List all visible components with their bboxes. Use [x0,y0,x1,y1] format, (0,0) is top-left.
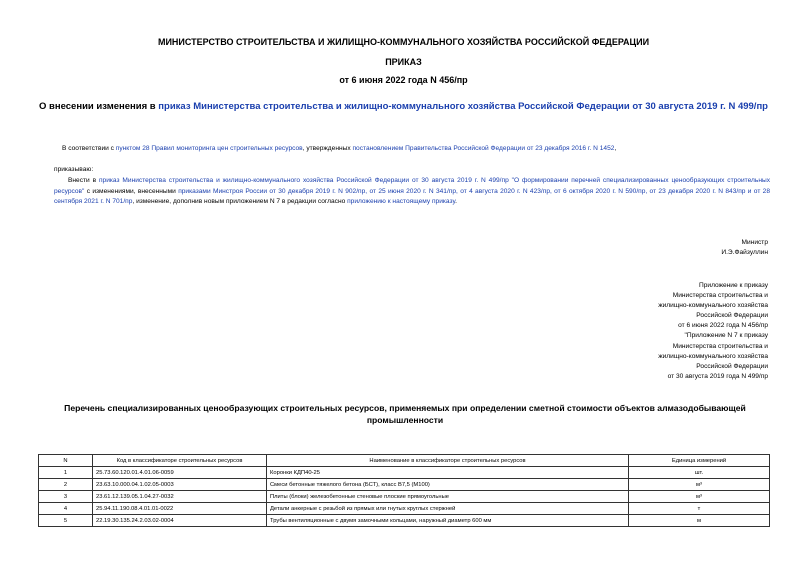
appendix-line: жилищно-коммунального хозяйства [658,352,768,360]
body-paragraph [54,176,770,208]
cell-unit: м³ [629,479,770,491]
order-subject [0,101,807,112]
cell-unit: шт. [629,467,770,479]
list-title: Перечень специализированных ценообразующих строительных ресурсов, применяемых при определении сметной стоимости объектов алмазодобывающей промышленности [64,403,746,425]
document-type: ПРИКАЗ [385,57,422,67]
signature-block [721,238,768,258]
body-text: , изменение, дополнив новым приложением N 7 в редакции согласно [132,198,348,205]
appendix-line: от 30 августа 2019 года N 499/пр [667,372,768,380]
table-row [39,515,770,527]
preamble-paragraph [62,144,762,155]
cell-unit: м [629,515,770,527]
table-header-row [39,455,770,467]
cell-name: Плиты (блоки) железобетонные стеновые плоские прямоугольные [267,491,629,503]
column-header-code: Код в классификаторе строительных ресурсов [93,455,267,467]
rules-link[interactable]: пунктом 28 Правил мониторинга цен строительных ресурсов [115,145,303,152]
cell-number: 3 [39,491,93,503]
column-header-name: Наименование в классификаторе строительных ресурсов [267,455,629,467]
cell-number: 4 [39,503,93,515]
preamble-text: , [614,145,617,152]
amending-orders-link[interactable]: приказами Минстроя России от 30 декабря 2019 г. N 902/пр, от 25 июня 2020 г. N 341/пр, от 4 августа 2020 г. N 423/пр, от 6 октября 2020 г. N 590/пр, от 23 декабря 2020 г. N 843/пр и от 28 сентября 2021 г. N 701/пр [54,187,770,205]
preamble-text: В соответствии с [62,145,116,152]
cell-name: Детали анкерные с резьбой из прямых или гнутых круглых стержней [267,503,629,515]
cell-code: 23.63.10.000.04.1.02.05-0003 [93,479,267,491]
ministry-heading: МИНИСТЕРСТВО СТРОИТЕЛЬСТВА И ЖИЛИЩНО-КОММУНАЛЬНОГО ХОЗЯЙСТВА РОССИЙСКОЙ ФЕДЕРАЦИИ [157,37,650,47]
appendix-link[interactable]: приложению к настоящему приказу [347,198,456,205]
appendix-line: "Приложение N 7 к приказу [684,332,768,340]
column-header-unit: Единица измерений [629,455,770,467]
cell-unit: т [629,503,770,515]
cell-code: 25.94.11.190.08.4.01.01-0022 [93,503,267,515]
cell-code: 23.61.12.139.05.1.04.27-0032 [93,491,267,503]
appendix-header [598,281,768,382]
cell-unit: м³ [629,491,770,503]
amended-order-link[interactable]: приказ Министерства строительства и жилищно-коммунального хозяйства Российской Федерации от 30 августа 2019 г. N 499/пр "О формировании перечней специализированных ценообразующих строительных ресурсов" [54,177,770,195]
appendix-line: Министерства строительства и [672,342,768,350]
cell-name: Трубы вентиляционные с двумя замочными кольцами, наружный диаметр 600 мм [267,515,629,527]
column-header-number: N [39,455,93,467]
cell-number: 2 [39,479,93,491]
signatory-name: И.Э.Файзуллин [721,249,768,256]
resources-table [38,454,770,527]
signatory-position: Министр [741,239,768,246]
cell-number: 5 [39,515,93,527]
appendix-line: Российской Федерации [696,362,768,370]
appendix-line: Приложение к приказу [698,282,768,289]
cell-code: 22.19.30.135.24.2.03.02-0004 [93,515,267,527]
cell-name: Коронки КДП40-25 [267,467,629,479]
table-row [39,467,770,479]
appendix-line: Министерства строительства и [672,292,768,300]
body-text: Внести в [68,177,99,184]
appendix-line: жилищно-коммунального хозяйства [658,302,768,310]
government-decree-link[interactable]: постановлением Правительства Российской Федерации от 23 декабря 2016 г. N 1452 [352,145,615,152]
table-row [39,503,770,515]
subject-link[interactable]: приказ Министерства строительства и жилищно-коммунального хозяйства Российской Федерации от 30 августа 2019 г. N 499/пр [158,101,768,112]
body-text: с изменениями, внесенными [84,187,179,195]
order-subject-prefix: О внесении изменения в [39,101,159,112]
order-date-number: от 6 июня 2022 года N 456/пр [339,75,468,85]
preamble-text: , утвержденных [302,145,353,152]
appendix-line: от 6 июня 2022 года N 456/пр [678,322,768,330]
order-word: приказываю: [54,166,94,173]
cell-code: 25.73.60.120.01.4.01.06-0059 [93,467,267,479]
table-row [39,491,770,503]
appendix-line: Российской Федерации [696,312,768,320]
table-row [39,479,770,491]
cell-number: 1 [39,467,93,479]
cell-name: Смеси бетонные тяжелого бетона (БСТ), класс В7,5 (М100) [267,479,629,491]
body-text: . [455,198,457,205]
